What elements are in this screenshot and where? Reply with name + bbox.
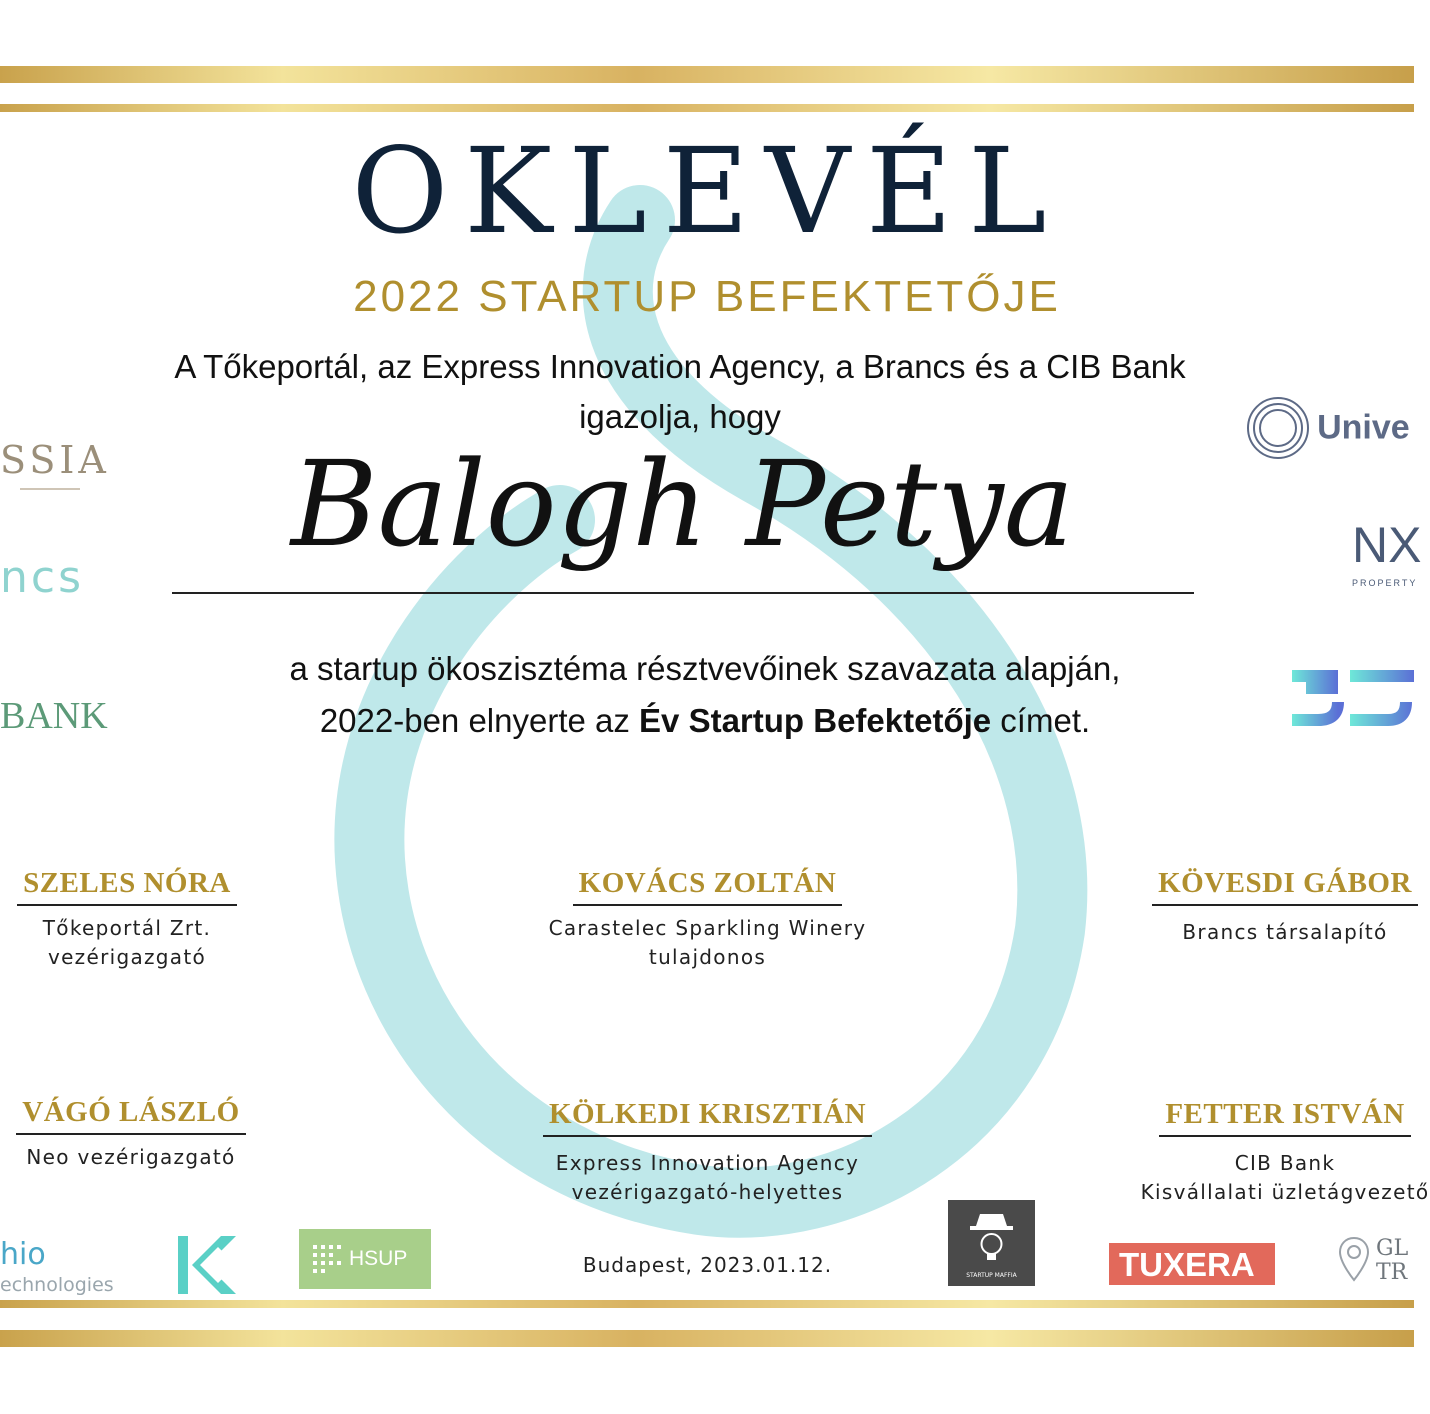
award-line-2-prefix: 2022-ben elnyerte az	[319, 702, 640, 739]
hat-bulb-icon	[948, 1200, 1035, 1270]
signatory-name: KÖLKEDI KRISZTIÁN	[543, 1098, 872, 1137]
rings-icon	[1244, 394, 1312, 462]
dot-grid-icon	[313, 1245, 343, 1275]
signatory-2	[510, 867, 905, 972]
logo-right-universe: Unive	[1244, 394, 1410, 462]
logo-left-ssia: SSIA	[0, 438, 110, 490]
signatory-1	[0, 867, 254, 972]
signatory-4	[4, 1096, 258, 1172]
place-date: Budapest, 2023.01.12.	[582, 1253, 833, 1277]
signatory-role-2: tulajdonos	[648, 945, 767, 969]
signatory-role: Brancs társalapító	[1182, 920, 1388, 944]
signatory-role-2: vezérigazgató	[47, 945, 207, 969]
award-line-2-suffix: címet.	[991, 702, 1091, 739]
recipient-underline	[172, 592, 1194, 594]
logo-bottom-k-icon	[178, 1236, 236, 1294]
signatory-role: Carastelec Sparkling Winery	[548, 916, 867, 940]
certificate-subtitle: 2022 STARTUP BEFEKTETŐJE	[353, 272, 1061, 321]
signatory-role-2: vezérigazgató-helyettes	[571, 1180, 844, 1204]
signatory-name: VÁGÓ LÁSZLÓ	[16, 1096, 245, 1135]
award-text	[150, 643, 1260, 747]
award-title: Év Startup Befektetője	[639, 702, 992, 739]
signatory-role: Neo vezérigazgató	[26, 1145, 236, 1169]
logo-left-cib-bank: BANK	[0, 695, 108, 737]
map-pin-icon	[1338, 1236, 1370, 1284]
signatory-role: CIB Bank	[1234, 1151, 1336, 1175]
signatory-role: Tőkeportál Zrt.	[42, 916, 212, 940]
award-line-2	[150, 695, 1260, 747]
signatory-5	[510, 1098, 905, 1207]
signatory-name: KOVÁCS ZOLTÁN	[573, 867, 843, 906]
logo-bottom-tuxera: TUXERA	[1109, 1243, 1275, 1285]
logo-right-gradient-mark-icon	[1288, 668, 1414, 728]
logo-bottom-startup-maffia: STARTUP MAFFIA	[948, 1200, 1035, 1286]
award-line-1: a startup ökoszisztéma résztvevőinek szavazata alapján,	[289, 650, 1121, 687]
recipient-name: Balogh Petya	[290, 435, 1075, 573]
signatory-role: Express Innovation Agency	[555, 1151, 860, 1175]
signatory-3	[1140, 867, 1430, 947]
certificate-intro: A Tőkeportál, az Express Innovation Agency, a Brancs és a CIB Bank igazolja, hogy	[174, 348, 1186, 435]
certificate-title: OKLEVÉL	[351, 122, 1063, 260]
signatory-name: SZELES NÓRA	[17, 867, 237, 906]
logo-bottom-hsup: HSUP	[299, 1229, 431, 1289]
logo-left-brancs: ncs	[0, 552, 85, 603]
signatory-role-2: Kisvállalati üzletágvezető	[1140, 1180, 1430, 1204]
logo-bottom-technologies: hio echnologies	[0, 1237, 114, 1296]
logo-right-nx: NX PROPERTY	[1352, 517, 1422, 588]
signatory-name: KÖVESDI GÁBOR	[1152, 867, 1418, 906]
signatory-6	[1140, 1098, 1430, 1207]
signatory-name: FETTER ISTVÁN	[1159, 1098, 1410, 1137]
